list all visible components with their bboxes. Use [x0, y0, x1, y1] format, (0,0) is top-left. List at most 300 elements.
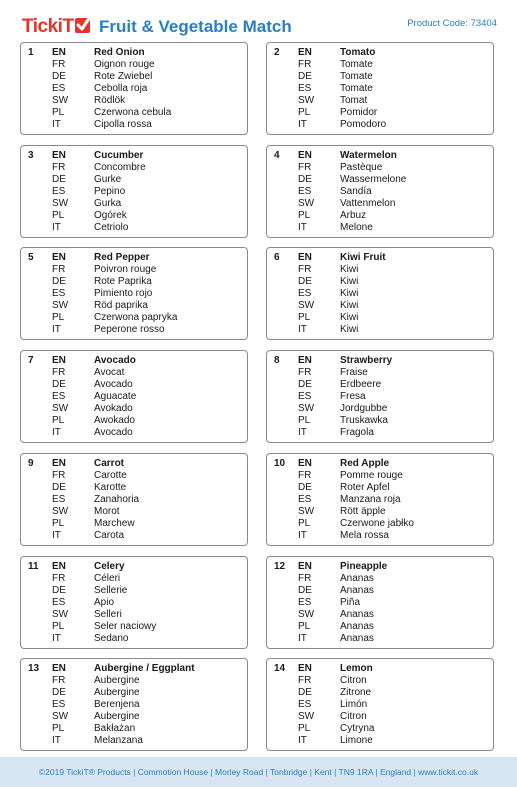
- translation-row: [52, 312, 177, 324]
- language-code: SW: [52, 506, 69, 517]
- translation-row: [298, 675, 374, 687]
- language-code: ES: [298, 391, 312, 402]
- card-number: 7: [28, 355, 34, 366]
- translated-word: Jordgubbe: [340, 403, 388, 414]
- translated-word: Roter Apfel: [340, 482, 390, 493]
- match-card: [20, 453, 248, 546]
- translation-row: [52, 482, 139, 494]
- card-number: 4: [274, 150, 280, 161]
- translated-word: Pomme rouge: [340, 470, 403, 481]
- translated-word: Poivron rouge: [94, 264, 157, 275]
- language-code: ES: [52, 597, 66, 608]
- translation-row: [298, 83, 386, 95]
- translation-row: [298, 633, 387, 645]
- language-code: DE: [298, 687, 312, 698]
- translated-word: Bakłażan: [94, 723, 136, 734]
- match-card: [266, 350, 494, 443]
- match-card: [266, 42, 494, 135]
- translation-row: [298, 530, 414, 542]
- translated-word: Kiwi: [340, 324, 359, 335]
- language-code: EN: [52, 252, 66, 263]
- language-code: DE: [52, 174, 66, 185]
- translated-word: Czerwona cebula: [94, 107, 172, 118]
- translation-list: [52, 355, 136, 439]
- translated-word: Carotte: [94, 470, 127, 481]
- language-code: DE: [52, 379, 66, 390]
- translation-row: [52, 47, 171, 59]
- language-code: EN: [52, 458, 66, 469]
- translated-word: Citron: [340, 711, 367, 722]
- translation-row: [52, 675, 195, 687]
- translation-list: [52, 150, 146, 234]
- translated-word: Rödlök: [94, 95, 126, 106]
- translation-row: [52, 276, 177, 288]
- card-number: 11: [28, 561, 39, 572]
- translated-word: Cytryna: [340, 723, 375, 734]
- header: [22, 14, 497, 40]
- language-code: DE: [298, 174, 312, 185]
- translation-row: [298, 355, 392, 367]
- language-code: PL: [298, 723, 311, 734]
- translation-row: [298, 687, 374, 699]
- translated-word: Sandía: [340, 186, 372, 197]
- translation-row: [298, 276, 386, 288]
- language-code: SW: [52, 95, 69, 106]
- translation-row: [52, 723, 195, 735]
- language-code: SW: [52, 403, 69, 414]
- translation-row: [298, 367, 392, 379]
- language-code: IT: [298, 324, 307, 335]
- language-code: SW: [298, 95, 315, 106]
- translation-row: [52, 391, 136, 403]
- translated-word: Tomate: [340, 83, 373, 94]
- language-code: PL: [52, 621, 65, 632]
- translation-row: [52, 174, 146, 186]
- language-code: ES: [298, 597, 312, 608]
- language-code: PL: [298, 210, 311, 221]
- translation-row: [52, 609, 156, 621]
- match-card: [20, 658, 248, 751]
- translated-word: Lemon: [340, 663, 373, 674]
- translated-word: Celery: [94, 561, 125, 572]
- language-code: ES: [52, 494, 66, 505]
- language-code: PL: [52, 107, 65, 118]
- translation-list: [298, 355, 392, 439]
- translation-list: [298, 150, 406, 234]
- translated-word: Pastèque: [340, 162, 383, 173]
- translated-word: Red Pepper: [94, 252, 150, 263]
- translation-row: [298, 621, 387, 633]
- translation-row: [52, 222, 146, 234]
- language-code: FR: [52, 264, 66, 275]
- language-code: IT: [52, 222, 61, 233]
- translation-row: [298, 222, 406, 234]
- translated-word: Fragola: [340, 427, 374, 438]
- language-code: IT: [52, 530, 61, 541]
- translation-row: [298, 597, 387, 609]
- translated-word: Aubergine: [94, 675, 140, 686]
- language-code: SW: [298, 300, 315, 311]
- translated-word: Rött äpple: [340, 506, 386, 517]
- language-code: IT: [298, 119, 307, 130]
- card-number: 2: [274, 47, 280, 58]
- translated-word: Mela rossa: [340, 530, 389, 541]
- translation-row: [52, 415, 136, 427]
- translated-word: Awokado: [94, 415, 135, 426]
- translated-word: Pomidor: [340, 107, 378, 118]
- brand-name: TickiT: [22, 16, 74, 37]
- language-code: PL: [298, 312, 311, 323]
- translation-row: [52, 264, 177, 276]
- language-code: FR: [52, 367, 66, 378]
- translated-word: Ananas: [340, 585, 374, 596]
- translated-word: Watermelon: [340, 150, 397, 161]
- language-code: IT: [52, 633, 61, 644]
- translated-word: Arbuz: [340, 210, 367, 221]
- card-number: 13: [28, 663, 40, 674]
- language-code: FR: [298, 470, 312, 481]
- translated-word: Red Apple: [340, 458, 390, 469]
- translated-word: Zanahoria: [94, 494, 140, 505]
- translation-row: [52, 59, 171, 71]
- match-card: [266, 556, 494, 649]
- language-code: DE: [52, 71, 66, 82]
- translation-row: [298, 288, 386, 300]
- language-code: PL: [52, 723, 65, 734]
- translated-word: Gurka: [94, 198, 122, 209]
- translation-row: [298, 186, 406, 198]
- translated-word: Aubergine: [94, 687, 140, 698]
- language-code: DE: [298, 585, 312, 596]
- translated-word: Carota: [94, 530, 125, 541]
- language-code: EN: [298, 458, 312, 469]
- language-code: SW: [298, 198, 315, 209]
- translated-word: Melone: [340, 222, 373, 233]
- translation-row: [298, 47, 386, 59]
- translation-row: [298, 494, 414, 506]
- card-number: 1: [28, 47, 34, 58]
- translation-row: [52, 367, 136, 379]
- language-code: ES: [52, 699, 66, 710]
- translated-word: Tomato: [340, 47, 376, 58]
- translated-word: Rote Paprika: [94, 276, 152, 287]
- translated-word: Limón: [340, 699, 368, 710]
- page-title: Fruit & Vegetable Match: [99, 17, 292, 36]
- language-code: EN: [52, 663, 66, 674]
- translated-word: Avocat: [94, 367, 125, 378]
- language-code: EN: [298, 561, 312, 572]
- language-code: SW: [52, 609, 69, 620]
- translated-word: Kiwi: [340, 276, 359, 287]
- language-code: DE: [52, 585, 66, 596]
- card-number: 9: [28, 458, 34, 469]
- translated-word: Avocado: [94, 355, 136, 366]
- translated-word: Ananas: [340, 573, 374, 584]
- translation-row: [52, 403, 136, 415]
- translation-row: [52, 379, 136, 391]
- language-code: IT: [52, 735, 61, 746]
- translation-row: [52, 300, 177, 312]
- translation-row: [298, 162, 406, 174]
- language-code: IT: [52, 119, 61, 130]
- translated-word: Pomodoro: [340, 119, 387, 130]
- language-code: IT: [298, 735, 307, 746]
- translated-word: Avocado: [94, 427, 133, 438]
- translation-row: [52, 427, 136, 439]
- translated-word: Carrot: [94, 458, 125, 469]
- language-code: PL: [298, 518, 311, 529]
- card-number: 14: [274, 663, 286, 674]
- translated-word: Peperone rosso: [94, 324, 165, 335]
- translation-list: [298, 47, 386, 131]
- translation-row: [298, 198, 406, 210]
- match-card: [266, 247, 494, 340]
- translation-row: [52, 530, 139, 542]
- language-code: DE: [298, 482, 312, 493]
- translated-word: Wassermelone: [340, 174, 407, 185]
- language-code: FR: [52, 573, 66, 584]
- translation-list: [298, 458, 414, 542]
- translation-row: [298, 150, 406, 162]
- language-code: PL: [52, 415, 65, 426]
- translation-row: [52, 252, 177, 264]
- translation-row: [52, 458, 139, 470]
- translation-row: [52, 71, 171, 83]
- translation-row: [52, 699, 195, 711]
- language-code: DE: [298, 379, 312, 390]
- language-code: DE: [52, 276, 66, 287]
- translation-row: [298, 252, 386, 264]
- translation-row: [298, 95, 386, 107]
- translated-word: Manzana roja: [340, 494, 401, 505]
- translation-list: [298, 561, 387, 645]
- translated-word: Czerwone jabłko: [340, 518, 414, 529]
- translated-word: Gurke: [94, 174, 122, 185]
- language-code: SW: [298, 711, 315, 722]
- translation-row: [52, 186, 146, 198]
- language-code: DE: [52, 482, 66, 493]
- language-code: SW: [52, 300, 69, 311]
- translation-row: [298, 119, 386, 131]
- language-code: IT: [52, 427, 61, 438]
- translation-row: [298, 723, 374, 735]
- translation-row: [298, 585, 387, 597]
- translated-word: Truskawka: [340, 415, 388, 426]
- translation-row: [52, 573, 156, 585]
- translated-word: Selleri: [94, 609, 122, 620]
- translated-word: Avocado: [94, 379, 133, 390]
- language-code: ES: [298, 83, 312, 94]
- language-code: IT: [298, 530, 307, 541]
- translation-row: [52, 470, 139, 482]
- language-code: ES: [52, 186, 66, 197]
- card-number: 5: [28, 252, 34, 263]
- match-card: [266, 453, 494, 546]
- language-code: IT: [298, 633, 307, 644]
- translation-row: [298, 264, 386, 276]
- translation-row: [52, 633, 156, 645]
- translated-word: Oignon rouge: [94, 59, 155, 70]
- translation-row: [52, 506, 139, 518]
- translated-word: Concombre: [94, 162, 146, 173]
- translated-word: Kiwi: [340, 288, 359, 299]
- translation-row: [52, 597, 156, 609]
- translation-list: [298, 663, 374, 747]
- card-number: 8: [274, 355, 280, 366]
- translation-row: [298, 312, 386, 324]
- language-code: SW: [298, 506, 315, 517]
- translated-word: Kiwi: [340, 264, 359, 275]
- translated-word: Cucumber: [94, 150, 144, 161]
- language-code: ES: [298, 288, 312, 299]
- language-code: EN: [298, 150, 312, 161]
- card-number: 6: [274, 252, 280, 263]
- translation-list: [52, 561, 156, 645]
- language-code: EN: [298, 252, 312, 263]
- translated-word: Ananas: [340, 609, 374, 620]
- translation-row: [298, 59, 386, 71]
- translation-row: [298, 663, 374, 675]
- footer: [0, 757, 517, 787]
- translated-word: Aubergine / Eggplant: [94, 663, 195, 674]
- translation-list: [52, 458, 139, 542]
- translation-row: [52, 585, 156, 597]
- language-code: PL: [52, 312, 65, 323]
- translated-word: Citron: [340, 675, 367, 686]
- translated-word: Kiwi: [340, 300, 359, 311]
- language-code: IT: [52, 324, 61, 335]
- translation-row: [298, 711, 374, 723]
- language-code: PL: [298, 621, 311, 632]
- language-code: FR: [52, 470, 66, 481]
- translated-word: Sedano: [94, 633, 129, 644]
- translated-word: Pepino: [94, 186, 126, 197]
- translation-row: [298, 518, 414, 530]
- translation-row: [52, 687, 195, 699]
- translation-list: [298, 252, 386, 336]
- translation-row: [298, 71, 386, 83]
- card-number: 12: [274, 561, 286, 572]
- language-code: ES: [298, 699, 312, 710]
- language-code: EN: [298, 663, 312, 674]
- language-code: PL: [52, 518, 65, 529]
- translation-row: [298, 427, 392, 439]
- language-code: SW: [52, 198, 69, 209]
- match-card: [20, 145, 248, 238]
- translated-word: Fresa: [340, 391, 366, 402]
- language-code: FR: [298, 264, 312, 275]
- match-card: [266, 658, 494, 751]
- translation-row: [298, 324, 386, 336]
- translation-row: [52, 83, 171, 95]
- translated-word: Röd paprika: [94, 300, 148, 311]
- translated-word: Cebolla roja: [94, 83, 148, 94]
- translation-row: [298, 391, 392, 403]
- language-code: ES: [298, 494, 312, 505]
- language-code: EN: [298, 355, 312, 366]
- translated-word: Aubergine: [94, 711, 140, 722]
- translated-word: Strawberry: [340, 355, 393, 366]
- translation-row: [298, 458, 414, 470]
- translation-list: [52, 252, 177, 336]
- translation-list: [52, 663, 195, 747]
- translation-row: [298, 699, 374, 711]
- language-code: FR: [52, 59, 66, 70]
- language-code: PL: [298, 107, 311, 118]
- translated-word: Tomate: [340, 59, 373, 70]
- translation-row: [52, 119, 171, 131]
- translation-row: [298, 174, 406, 186]
- translated-word: Cipolla rossa: [94, 119, 152, 130]
- translation-row: [52, 735, 195, 747]
- translation-row: [298, 300, 386, 312]
- translated-word: Piña: [340, 597, 361, 608]
- match-card: [20, 247, 248, 340]
- translated-word: Morot: [94, 506, 120, 517]
- translated-word: Erdbeere: [340, 379, 382, 390]
- translated-word: Céleri: [94, 573, 121, 584]
- translation-row: [298, 107, 386, 119]
- brand-logo: [22, 14, 90, 40]
- product-code: Product Code: 73404: [407, 18, 497, 29]
- translation-row: [298, 573, 387, 585]
- language-code: SW: [52, 711, 69, 722]
- translated-word: Ogórek: [94, 210, 127, 221]
- language-code: PL: [298, 415, 311, 426]
- translated-word: Limone: [340, 735, 373, 746]
- translated-word: Rote Zwiebel: [94, 71, 153, 82]
- translation-list: [52, 47, 171, 131]
- translated-word: Ananas: [340, 633, 374, 644]
- translated-word: Apio: [94, 597, 115, 608]
- language-code: DE: [298, 276, 312, 287]
- translation-row: [52, 288, 177, 300]
- translation-row: [52, 95, 171, 107]
- translated-word: Fraise: [340, 367, 368, 378]
- language-code: FR: [298, 59, 312, 70]
- language-code: PL: [52, 210, 65, 221]
- language-code: ES: [52, 288, 66, 299]
- translated-word: Seler naciowy: [94, 621, 157, 632]
- language-code: FR: [298, 367, 312, 378]
- translation-row: [298, 415, 392, 427]
- translation-row: [52, 621, 156, 633]
- translation-row: [52, 162, 146, 174]
- card-number: 10: [274, 458, 286, 469]
- translation-row: [298, 506, 414, 518]
- checkmark-icon: [75, 18, 90, 33]
- translated-word: Sellerie: [94, 585, 128, 596]
- translated-word: Red Onion: [94, 47, 145, 58]
- language-code: IT: [298, 222, 307, 233]
- language-code: FR: [298, 675, 312, 686]
- match-card: [20, 42, 248, 135]
- translation-row: [52, 355, 136, 367]
- language-code: DE: [52, 687, 66, 698]
- translation-row: [52, 663, 195, 675]
- translated-word: Ananas: [340, 621, 374, 632]
- language-code: EN: [52, 355, 66, 366]
- language-code: DE: [298, 71, 312, 82]
- translated-word: Czerwona papryka: [94, 312, 178, 323]
- match-card: [266, 145, 494, 238]
- translated-word: Avokado: [94, 403, 133, 414]
- language-code: ES: [52, 391, 66, 402]
- language-code: EN: [298, 47, 312, 58]
- translated-word: Aguacate: [94, 391, 137, 402]
- translation-row: [298, 210, 406, 222]
- match-card: [20, 350, 248, 443]
